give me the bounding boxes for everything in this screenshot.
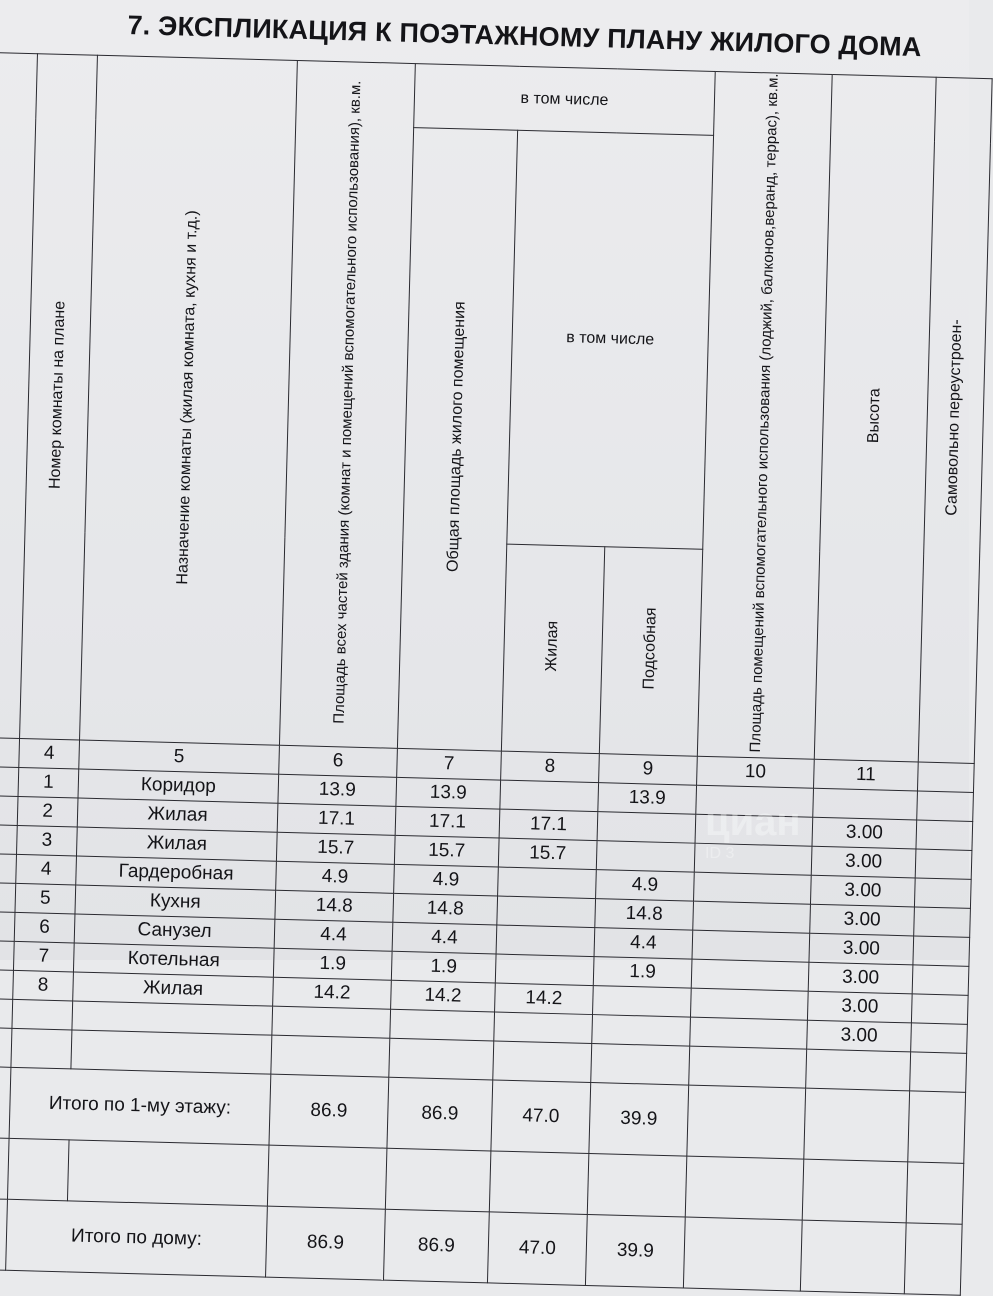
column-number: 4 [19, 739, 80, 770]
watermark-id: ID 3 [705, 845, 735, 862]
header-including-2: в том числе [507, 130, 714, 549]
column-number: 11 [814, 760, 919, 792]
floor-total-living: 47.0 [491, 1080, 591, 1154]
room-total-living: 1.9 [391, 952, 496, 984]
floor-total-living-area: 86.9 [387, 1078, 493, 1152]
room-area: 14.8 [275, 890, 394, 922]
room-purpose: Жилая [76, 827, 277, 861]
room-living [496, 925, 595, 957]
floor-total-area: 86.9 [269, 1074, 389, 1148]
room-area [272, 1006, 391, 1038]
room-aux: 4.4 [594, 928, 693, 960]
room-purpose: Санузел [74, 914, 275, 948]
header-purpose: Назначение комнаты (жилая комната, кухня и т.д.) [80, 55, 298, 745]
room-area: 14.2 [273, 977, 392, 1009]
watermark-brand: циан [705, 800, 801, 844]
header-including: в том числе [414, 64, 716, 136]
room-number: 1 [18, 768, 79, 799]
room-living: 17.1 [499, 809, 598, 841]
room-purpose: Гардеробная [76, 856, 277, 890]
floor-total-aux: 39.9 [589, 1083, 689, 1157]
floor-total-label: Итого по 1-му этажу: [9, 1068, 271, 1146]
room-living [498, 867, 597, 899]
room-number: 3 [16, 826, 77, 857]
room-aux: 14.8 [595, 899, 694, 931]
room-height [813, 789, 918, 821]
room-number: 5 [15, 884, 76, 915]
room-area: 15.7 [276, 832, 395, 864]
room-height: 3.00 [810, 875, 915, 907]
room-aux-area [690, 1017, 808, 1049]
room-total-living: 4.9 [394, 865, 499, 897]
room-number: 8 [13, 971, 74, 1002]
room-aux-area [693, 901, 811, 933]
room-aux [597, 812, 696, 844]
room-height: 3.00 [812, 818, 917, 850]
document-title: 7. ЭКСПЛИКАЦИЯ К ПОЭТАЖНОМУ ПЛАНУ ЖИЛОГО ДОМА [127, 10, 922, 63]
column-number: 5 [79, 740, 280, 774]
room-aux-area [690, 988, 808, 1020]
room-total-living: 4.4 [392, 923, 497, 955]
house-total-aux: 39.9 [585, 1215, 685, 1289]
room-aux [592, 1015, 691, 1047]
room-living [494, 1012, 593, 1044]
room-area: 1.9 [273, 948, 392, 980]
room-living: 15.7 [498, 838, 597, 870]
header-height: Высота [814, 75, 936, 763]
explication-table [0, 52, 993, 1296]
room-total-living: 14.2 [391, 981, 496, 1013]
room-number: 2 [17, 797, 78, 828]
room-living [495, 954, 594, 986]
column-number: 10 [697, 756, 815, 788]
room-aux-area [694, 872, 812, 904]
room-height: 3.00 [811, 847, 916, 879]
header-total-living: Общая площадь жилого помещения [397, 128, 517, 752]
house-total-living: 47.0 [487, 1212, 587, 1286]
room-living: 14.2 [495, 983, 594, 1015]
room-total-living: 15.7 [394, 836, 499, 868]
column-number-edge [917, 762, 974, 792]
column-number: 8 [501, 751, 600, 783]
house-total-area: 86.9 [266, 1206, 386, 1280]
room-purpose: Жилая [73, 972, 274, 1006]
room-living [500, 780, 599, 812]
header-aux: Подсобная [599, 546, 702, 756]
column-number: 6 [279, 746, 398, 778]
header-area-all: Площадь всех частей здания (комнат и помещений вспомогательного использования), кв.м. [279, 60, 415, 748]
header-living: Жилая [501, 544, 604, 754]
explication-sheet [0, 52, 992, 1262]
room-number: 4 [16, 855, 77, 886]
room-number: 6 [14, 913, 75, 944]
header-room-no: Номер комнаты на плане [20, 54, 98, 741]
room-area: 4.9 [276, 861, 395, 893]
room-total-living: 14.8 [393, 894, 498, 926]
room-height: 3.00 [809, 933, 914, 965]
room-aux: 1.9 [593, 957, 692, 989]
house-total-living-area: 86.9 [383, 1209, 489, 1283]
room-aux-area [691, 959, 809, 991]
header-unauthorized: Самовольно переустроен- [918, 77, 992, 763]
room-height: 3.00 [807, 991, 912, 1023]
room-number: 7 [13, 942, 74, 973]
room-living [497, 896, 596, 928]
room-height: 3.00 [810, 904, 915, 936]
column-number: 9 [599, 754, 698, 786]
room-height: 3.00 [807, 1020, 912, 1052]
room-aux [593, 986, 692, 1018]
column-number: 7 [397, 749, 502, 781]
cian-watermark [705, 800, 801, 863]
room-purpose: Жилая [77, 798, 278, 832]
room-purpose: Кухня [75, 885, 276, 919]
room-aux-area [692, 930, 810, 962]
room-height: 3.00 [808, 962, 913, 994]
room-purpose: Коридор [78, 769, 279, 803]
room-aux: 4.9 [596, 870, 695, 902]
room-aux: 13.9 [598, 783, 697, 815]
room-area: 17.1 [277, 804, 396, 836]
house-total-label: Итого по дому: [6, 1200, 268, 1278]
column-number-edge [0, 738, 20, 768]
room-number [12, 1000, 73, 1031]
room-area: 13.9 [278, 775, 397, 807]
room-total-living: 17.1 [395, 807, 500, 839]
room-total-living [390, 1010, 495, 1042]
header-aux-area: Площадь помещений вспомогательного использования (лоджий, балконов,веранд, террас), кв.м. [697, 71, 832, 759]
room-total-living: 13.9 [396, 778, 501, 810]
room-aux [596, 841, 695, 873]
room-area: 4.4 [274, 919, 393, 951]
room-purpose: Котельная [73, 943, 274, 977]
